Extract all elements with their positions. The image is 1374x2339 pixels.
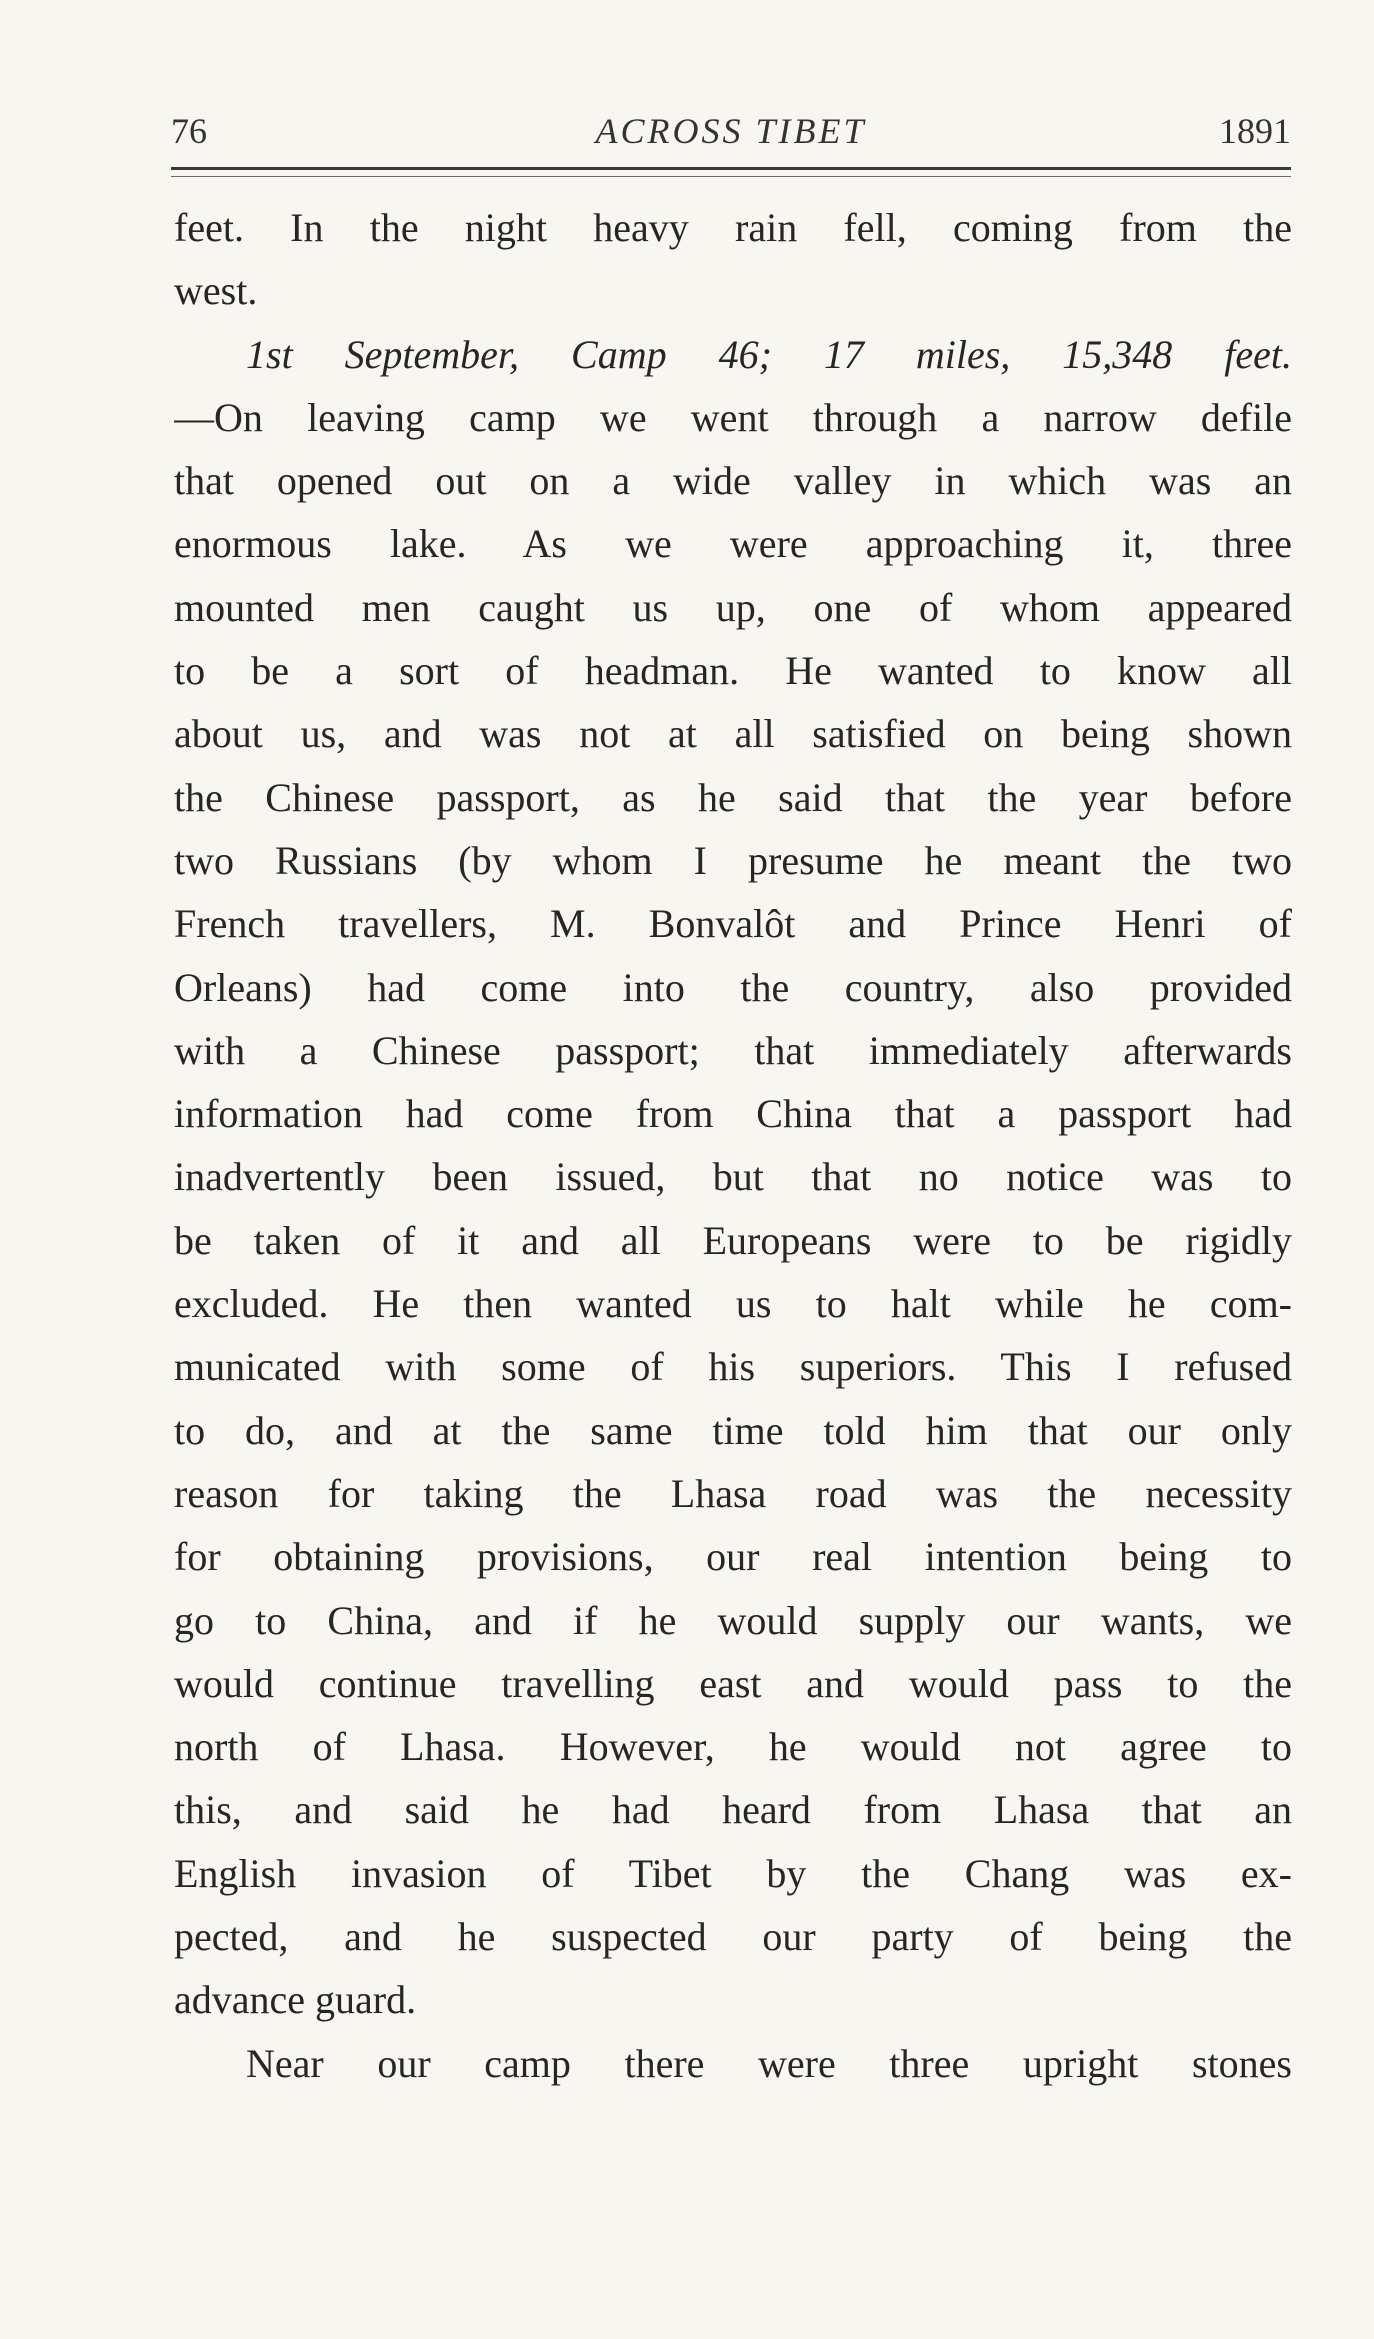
text-line: the Chinese passport, as he said that the year before xyxy=(174,774,1292,820)
text-line: —On leaving camp we went through a narrow defile xyxy=(174,394,1292,440)
text-line: French travellers, M. Bonvalôt and Prince Henri of xyxy=(174,901,1292,947)
text-line: to do, and at the same time told him that our only xyxy=(174,1407,1292,1453)
text-line: information had come from China that a passport had xyxy=(174,1091,1292,1137)
text-line: that opened out on a wide valley in which was an xyxy=(174,458,1292,504)
text-line: north of Lhasa. However, he would not agree to xyxy=(174,1724,1292,1770)
entry-heading: 1st September, Camp 46; 17 miles, 15,348 feet. xyxy=(246,331,1292,377)
text-line: about us, and was not at all satisfied on being shown xyxy=(174,711,1292,757)
running-title: ACROSS TIBET xyxy=(595,111,867,151)
text-line: for obtaining provisions, our real intention being to xyxy=(174,1534,1292,1580)
text-line: mounted men caught us up, one of whom appeared xyxy=(174,584,1292,630)
running-year: 1891 xyxy=(1219,111,1291,151)
text-line: Near our camp there were three upright stones xyxy=(246,2040,1292,2086)
text-line: excluded. He then wanted us to halt while he com- xyxy=(174,1281,1292,1327)
text-line: feet. In the night heavy rain fell, coming from the xyxy=(174,205,1292,250)
header-rule xyxy=(171,167,1291,170)
running-head xyxy=(171,110,1291,160)
text-line: enormous lake. As we were approaching it, three xyxy=(174,521,1292,567)
page-number: 76 xyxy=(171,111,207,151)
header-rule-thin xyxy=(171,176,1291,177)
text-line: to be a sort of headman. He wanted to know all xyxy=(174,648,1292,694)
text-line: Orleans) had come into the country, also provided xyxy=(174,964,1292,1010)
text-line: inadvertently been issued, but that no notice was to xyxy=(174,1154,1292,1200)
text-line: municated with some of his superiors. This I refused xyxy=(174,1344,1292,1390)
text-line: pected, and he suspected our party of being the xyxy=(174,1914,1292,1960)
text-line: go to China, and if he would supply our wants, we xyxy=(174,1597,1292,1643)
text-line: would continue travelling east and would pass to the xyxy=(174,1660,1292,1706)
text-line: be taken of it and all Europeans were to be rigidly xyxy=(174,1217,1292,1263)
text-line: advance guard. xyxy=(174,1977,417,2023)
text-line: with a Chinese passport; that immediately afterwards xyxy=(174,1027,1292,1073)
text-line: reason for taking the Lhasa road was the necessity xyxy=(174,1470,1292,1516)
text-line: this, and said he had heard from Lhasa that an xyxy=(174,1787,1292,1833)
text-line: two Russians (by whom I presume he meant the two xyxy=(174,837,1292,883)
text-line: west. xyxy=(174,268,258,314)
body-text xyxy=(174,196,1292,2095)
text-line: English invasion of Tibet by the Chang was ex- xyxy=(174,1850,1292,1896)
